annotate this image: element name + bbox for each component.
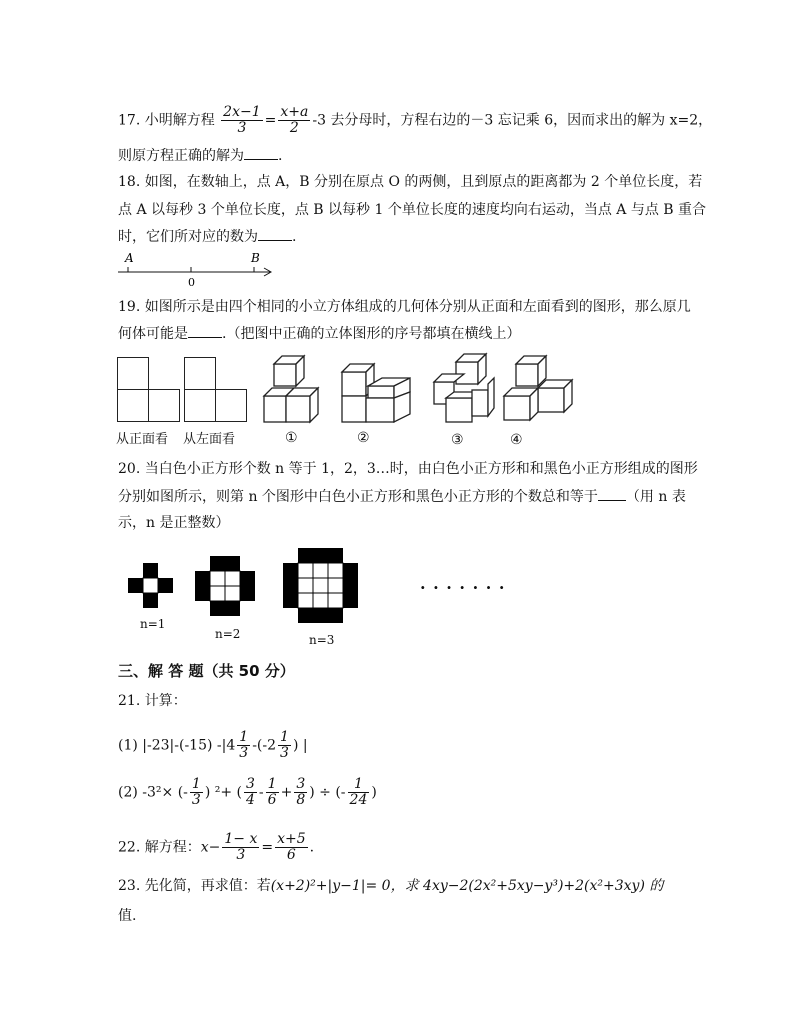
- q19-front-view: [117, 357, 181, 423]
- q22-frac2: [275, 832, 308, 863]
- q21-part1: [118, 730, 308, 761]
- q22-x: x−: [200, 839, 221, 856]
- q22-lead: 22. 解方程：: [118, 839, 201, 856]
- q19-option-3: ③: [451, 432, 464, 448]
- q20-line3: 示，n 是正整数）: [118, 515, 230, 531]
- q19-left-label: 从左面看: [183, 432, 236, 447]
- q21-p2-f5-den: 24: [349, 792, 368, 808]
- q21-p2-f1-num: 1: [191, 776, 201, 792]
- q18-number-line: [116, 250, 276, 290]
- section3-title: 三、解 答 题（共 50 分）: [118, 662, 295, 680]
- q22-f2-den: 6: [286, 847, 296, 863]
- q22-f1-den: 3: [236, 847, 246, 863]
- q21-p1-frac2: [278, 730, 291, 761]
- q20-line2: [118, 488, 686, 506]
- q21-p2-f3-den: 6: [267, 792, 277, 808]
- q19-solid-2: [338, 356, 418, 428]
- q17-f1-den: 3: [237, 120, 247, 136]
- q17-f1-num: 2x−1: [223, 104, 261, 120]
- q17-fraction-1: [221, 105, 262, 136]
- q21-p1-f2-num: 1: [280, 729, 289, 745]
- q17-line2-post: .: [278, 148, 283, 164]
- q17-number: 17.: [118, 112, 141, 129]
- q21-p2-f2-den: 4: [246, 792, 255, 808]
- q20-line2-post: （用 n 表: [625, 489, 686, 505]
- q21-p1-a: (1) |-23|-(-15) -|4: [118, 737, 236, 754]
- q23-line2: 值.: [118, 908, 137, 924]
- q21-p2-frac3: [266, 777, 279, 808]
- q21-p2-c: ) ÷ (-: [309, 784, 346, 801]
- q17-answer-blank: [244, 147, 278, 160]
- q22-line: [118, 832, 314, 863]
- q18-line3-post: .: [292, 229, 297, 245]
- q19-line2-pre: 何体可能是: [118, 326, 188, 342]
- q21-p2-f4-den: 8: [296, 792, 306, 808]
- q19-left-view: [184, 357, 248, 423]
- q21-p1-b: -(-2: [252, 737, 277, 754]
- q17-line2-pre: 则原方程正确的解为: [118, 148, 244, 164]
- q21-p1-f1-num: 1: [239, 729, 249, 745]
- q23-line1: [118, 877, 663, 895]
- q21-p2-a: (2) -3²× (-: [118, 784, 188, 801]
- q19-answer-blank: [188, 325, 222, 338]
- q20-label-3: n=3: [309, 633, 335, 647]
- q18-axis-label-b: B: [251, 251, 260, 265]
- q21-p2-frac2: [244, 777, 257, 808]
- q22-frac1: [222, 832, 259, 863]
- q18-answer-blank: [258, 228, 292, 241]
- q20-line2-pre: 分别如图所示，则第 n 个图形中白色小正方形和黑色小正方形的个数总和等于: [118, 489, 598, 505]
- q21-p2-f4-num: 3: [296, 776, 306, 792]
- q17-f2-num: x+a: [280, 104, 309, 120]
- q21-p2-f1-den: 3: [191, 792, 201, 808]
- q17-lead: 小明解方程: [144, 112, 215, 129]
- q19-line2: [118, 325, 520, 343]
- q17-f2-den: 2: [289, 120, 299, 136]
- q19-solid-3: [430, 352, 498, 428]
- q18-line1: 18. 如图，在数轴上，点 A，B 分别在原点 O 的两侧，且到原点的距离都为 2 个单位长度，若: [118, 174, 703, 190]
- q18-line3: [118, 228, 296, 246]
- q19-solid-4: [500, 352, 578, 428]
- q21-p2-b: ) ²+ (: [204, 784, 242, 801]
- q23-expression: (x+2)²+|y−1|= 0，求 4xy−2(2x²+5xy−y³)+2(x²+3xy) 的: [270, 878, 664, 894]
- q18-line3-pre: 时，它们所对应的数为: [118, 229, 258, 245]
- q17-line1: [118, 105, 712, 136]
- q20-answer-blank: [598, 488, 626, 501]
- q22-f2-num: x+5: [277, 831, 306, 847]
- q21-p2-frac5: [348, 777, 370, 808]
- q21-p2-frac4: [294, 777, 307, 808]
- q19-option-1: ①: [285, 430, 298, 446]
- q21-part2: [118, 777, 377, 808]
- q20-pattern-3: [283, 548, 359, 624]
- q19-line1: 19. 如图所示是由四个相同的小立方体组成的几何体分别从正面和左面看到的图形，那么原几: [118, 299, 691, 315]
- q21-p2-f3-num: 1: [267, 776, 277, 792]
- q17-rest: -3 去分母时，方程右边的－3 忘记乘 6，因而求出的解为 x=2，: [312, 112, 713, 129]
- q20-label-1: n=1: [140, 617, 166, 631]
- q21-p2-f5-num: 1: [348, 777, 370, 793]
- q21-p2-frac1: [190, 777, 203, 808]
- q23-lead: 23. 先化简，再求值：若: [118, 878, 271, 894]
- q20-pattern-2: [195, 556, 257, 618]
- q18-axis-label-zero: 0: [188, 276, 195, 289]
- q20-pattern-1: [128, 563, 174, 609]
- q20-line1: 20. 当白色小正方形个数 n 等于 1，2，3…时，由白色小正方形和和黑色小正方形组成的图形: [118, 461, 698, 477]
- q21-p2-f2-num: 3: [246, 776, 255, 792]
- q22-f1-num: 1− x: [224, 831, 258, 847]
- q19-front-label: 从正面看: [116, 432, 169, 447]
- q21-p1-f2-den: 3: [280, 745, 289, 761]
- q19-line2-post: .（把图中正确的立体图形的序号都填在横线上）: [222, 326, 521, 342]
- q21-title: 21. 计算：: [118, 693, 187, 709]
- q17-equals: =: [264, 112, 277, 129]
- q22-end: .: [309, 839, 315, 856]
- q20-continuation-dots: · · · · · · ·: [420, 578, 506, 597]
- q21-p1-c: ) |: [292, 737, 308, 754]
- q21-p2-d: ): [371, 784, 377, 801]
- q22-equals: =: [261, 839, 274, 856]
- q20-label-2: n=2: [215, 627, 241, 641]
- q18-axis-label-a: A: [125, 251, 134, 265]
- q21-p2-plus: +: [280, 784, 293, 801]
- q21-p1-frac1: [237, 730, 250, 761]
- q17-fraction-2: [278, 105, 310, 136]
- q18-line2: 点 A 以每秒 3 个单位长度，点 B 以每秒 1 个单位长度的速度均向右运动，当点 A 与点 B 重合: [118, 202, 707, 218]
- q19-option-2: ②: [357, 430, 370, 446]
- q19-solid-1: [260, 352, 330, 427]
- q21-p2-minus: -: [258, 784, 264, 801]
- q17-line2: [118, 147, 282, 165]
- q19-option-4: ④: [510, 432, 523, 448]
- q21-p1-f1-den: 3: [239, 745, 249, 761]
